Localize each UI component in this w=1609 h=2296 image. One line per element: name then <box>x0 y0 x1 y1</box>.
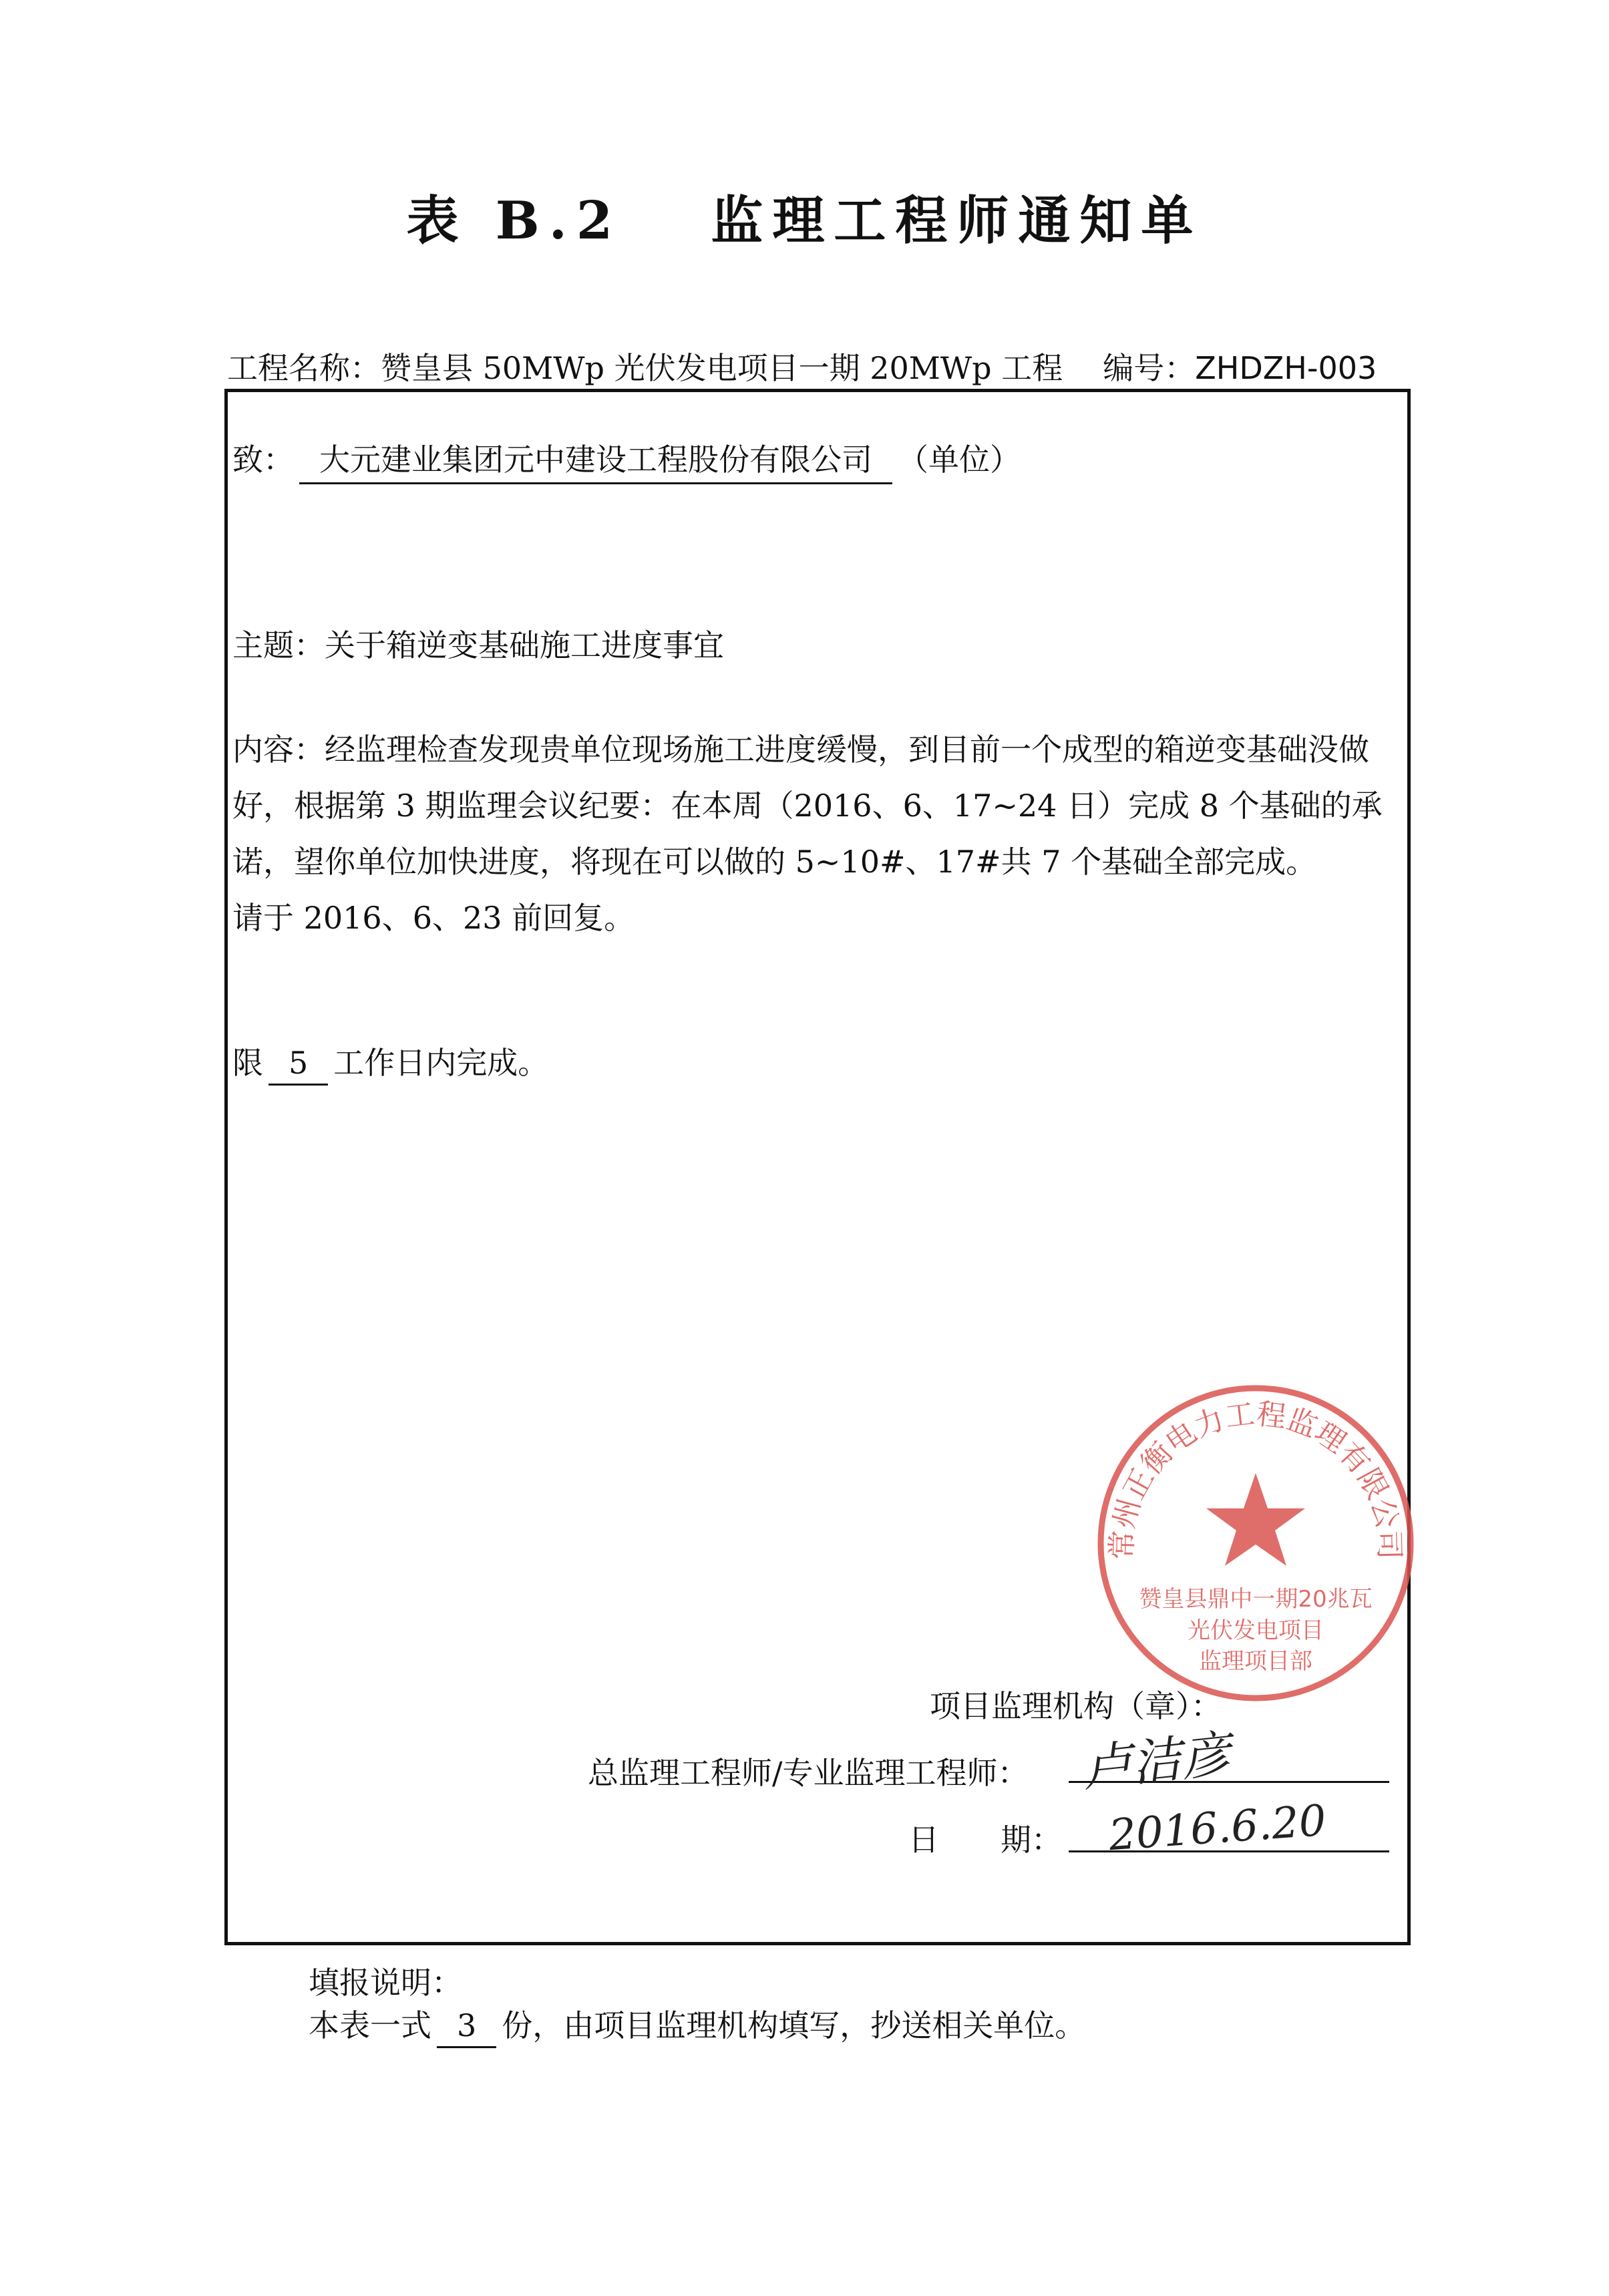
note-title: 填报说明： <box>309 1965 462 2001</box>
note-line <box>309 2001 1085 2048</box>
completion-limit <box>232 1039 548 1086</box>
note-prefix: 本表一式 <box>309 2007 431 2043</box>
project-name: 工程名称：赞皇县 50MWp 光伏发电项目一期 20MWp 工程 <box>227 350 1063 386</box>
engineer-label: 总监理工程师/专业监理工程师： <box>588 1755 1029 1791</box>
seal-outer-text: 常州正衡电力工程监理有限公司 <box>1105 1397 1407 1561</box>
seal-line-2: 光伏发电项目 <box>1188 1617 1324 1644</box>
document-title: 表 B.2 监理工程师通知单 <box>406 190 1203 251</box>
seal-line-3: 监理项目部 <box>1199 1648 1312 1675</box>
project-info-line <box>227 344 1377 388</box>
limit-days: 5 <box>269 1045 328 1086</box>
date-label: 日 期： <box>908 1822 1062 1858</box>
recipient-prefix: 致： <box>232 442 294 478</box>
recipient-unit: 大元建业集团元中建设工程股份有限公司 <box>299 436 892 484</box>
content-paragraph: 内容：经监理检查发现贵单位现场施工进度缓慢，到目前一个成型的箱逆变基础没做好，根据第 3 期监理会议纪要：在本周（2016、6、17~24 日）完成 8 个基础的承诺，望你单位加快进度，将现在可以做的 5~10#、17#共 7 个基础全部完成。 <box>232 731 1383 880</box>
engineer-signature: 卢洁彦 <box>1079 1725 1234 1798</box>
recipient-suffix: （单位） <box>898 442 1021 478</box>
limit-prefix: 限 <box>232 1045 263 1081</box>
limit-suffix: 工作日内完成。 <box>333 1045 549 1081</box>
seal-line-1: 赞皇县鼎中一期20兆瓦 <box>1139 1586 1373 1613</box>
note-copies: 3 <box>437 2007 496 2048</box>
seal-star-icon <box>1206 1473 1305 1566</box>
reply-deadline: 请于 2016、6、23 前回复。 <box>232 900 635 936</box>
subject-line: 主题：关于箱逆变基础施工进度事宜 <box>232 627 724 663</box>
official-seal <box>1089 1376 1423 1710</box>
note-suffix: 份，由项目监理机构填写，抄送相关单位。 <box>502 2007 1086 2043</box>
recipient-line <box>232 436 1021 484</box>
supervision-org-label: 项目监理机构（章）： <box>930 1688 1222 1724</box>
date-value: 2016.6.20 <box>1107 1796 1328 1861</box>
document-number: 编号：ZHDZH-003 <box>1103 350 1377 386</box>
